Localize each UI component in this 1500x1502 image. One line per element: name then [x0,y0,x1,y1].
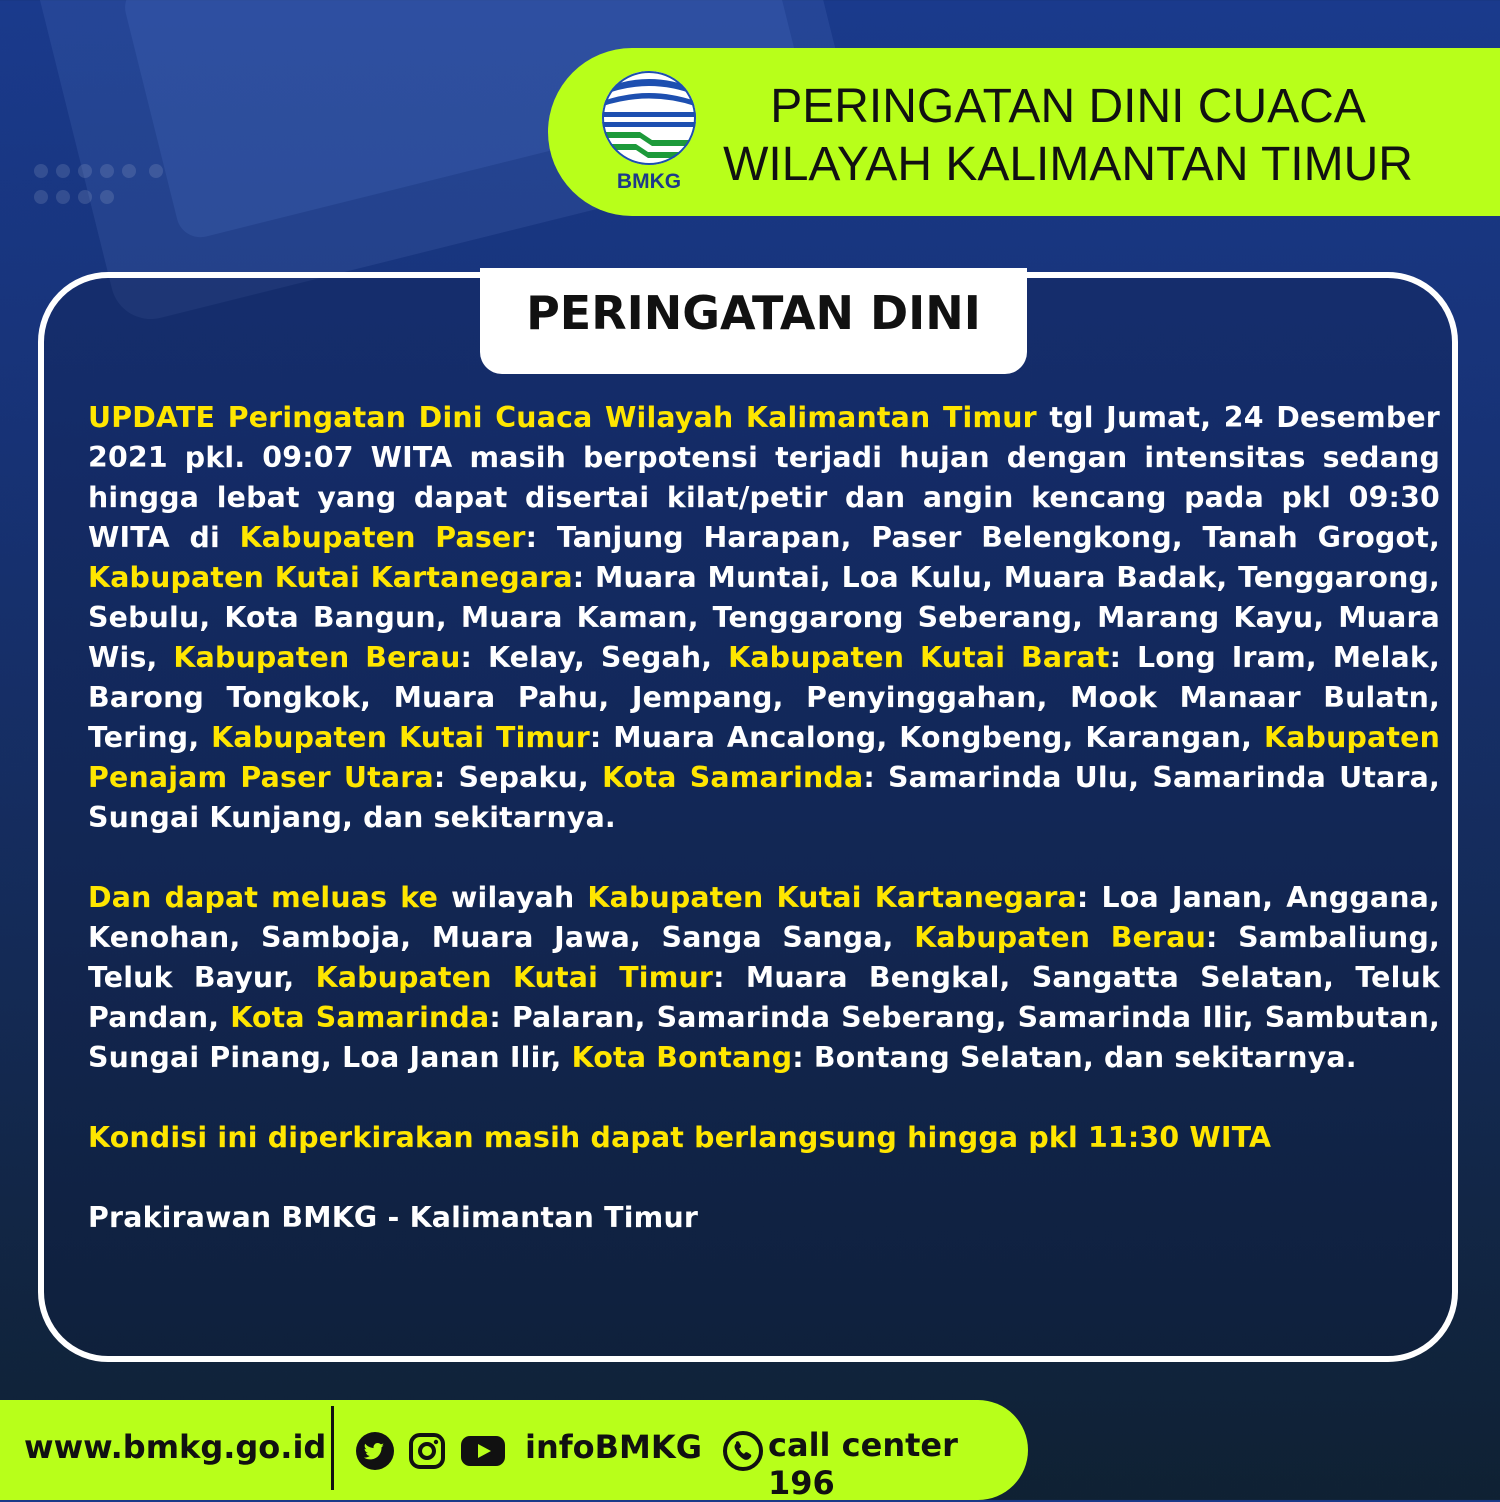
body-run-text: : Muara Ancalong, Kongbeng, Karangan, [589,721,1264,754]
highlighted-region-text: Kota Samarinda [602,761,864,794]
card-tab-title: PERINGATAN DINI [526,286,981,340]
footer-divider [331,1406,334,1490]
header-title [718,78,1418,194]
header-title-line1: PERINGATAN DINI CUACA [770,80,1366,133]
body-run-text: tgl Jumat, 24 Desember 2021 pkl. 09:07 WITA masih berpotensi terjadi hujan dengan intensitas sedang hingga lebat yang dapat disertai kilat/petir dan angin kencang pada pkl 09:30 WITA di [88,401,1440,554]
warning-signature: Prakirawan BMKG - Kalimantan Timur [88,1201,699,1234]
body-run-text: : Muara Muntai, Loa Kulu, Muara Badak, Tenggarong, Sebulu, Kota Bangun, Muara Kaman, Tenggarong Seberang, Marang Kayu, Muara Wis, [88,561,1440,674]
header-title-line2: WILAYAH KALIMANTAN TIMUR [723,138,1413,191]
body-run-text: : Kelay, Segah, [460,641,729,674]
highlighted-region-text: Kota Samarinda [230,1001,490,1034]
highlighted-region-text: Kabupaten Kutai Timur [211,721,590,754]
highlighted-region-text: Kabupaten Berau [914,921,1207,954]
warning-paragraph-1 [88,398,1440,838]
body-run-text: : Bontang Selatan, dan sekitarnya. [792,1041,1357,1074]
body-run-text: wilayah [438,881,588,914]
body-run-text: : Tanjung Harapan, Paser Belengkong, Tanah Grogot, [525,521,1440,554]
call-center-text[interactable]: call center 196 [768,1426,958,1502]
background-keypad-dots [30,160,170,220]
body-run-text: : Sepaku, [433,761,603,794]
website-link[interactable]: www.bmkg.go.id [24,1428,327,1466]
highlighted-region-text: Kabupaten Kutai Barat [728,641,1110,674]
highlighted-region-text: Kabupaten Kutai Timur [315,961,714,994]
highlighted-region-text: Kabupaten Paser [239,521,526,554]
card-tab [480,268,1027,374]
highlighted-region-text: UPDATE Peringatan Dini Cuaca Wilayah Kalimantan Timur [88,401,1037,434]
instagram-icon[interactable] [408,1432,446,1470]
logo-text: BMKG [616,170,682,193]
highlighted-region-text: Kabupaten Kutai Kartanegara [88,561,573,594]
warning-body [88,398,1440,1238]
highlighted-region-text: Dan dapat meluas ke [88,881,439,914]
social-handle[interactable]: infoBMKG [525,1428,702,1466]
body-run-text: : Long Iram, Melak, Barong Tongkok, Muara Pahu, Jempang, Penyinggahan, Mook Manaar Bulatn, Tering, [88,641,1440,754]
highlighted-region-text: Kabupaten Berau [173,641,461,674]
phone-icon [722,1430,764,1472]
body-run-text: : Samarinda Ulu, Samarinda Utara, Sungai Kunjang, dan sekitarnya. [88,761,1440,834]
bmkg-logo [600,70,698,196]
highlighted-region-text: Kabupaten Penajam Paser Utara [88,721,1441,794]
body-run-text: : Palaran, Samarinda Seberang, Samarinda Ilir, Sambutan, Sungai Pinang, Loa Janan Ilir, [88,1001,1440,1074]
footer-bar [0,1400,1028,1500]
warning-paragraph-2 [88,878,1440,1078]
body-run-text: : Muara Bengkal, Sangatta Selatan, Teluk Pandan, [88,961,1441,1034]
header-banner [548,48,1500,216]
highlighted-region-text: Kabupaten Kutai Kartanegara [587,881,1077,914]
warning-duration: Kondisi ini diperkirakan masih dapat berlangsung hingga pkl 11:30 WITA [88,1121,1272,1154]
body-run-text: : Sambaliung, Teluk Bayur, [88,921,1440,994]
body-run-text: : Loa Janan, Anggana, Kenohan, Samboja, Muara Jawa, Sanga Sanga, [88,881,1440,954]
youtube-icon[interactable] [460,1434,506,1468]
twitter-icon[interactable] [356,1432,394,1470]
highlighted-region-text: Kota Bontang [571,1041,793,1074]
